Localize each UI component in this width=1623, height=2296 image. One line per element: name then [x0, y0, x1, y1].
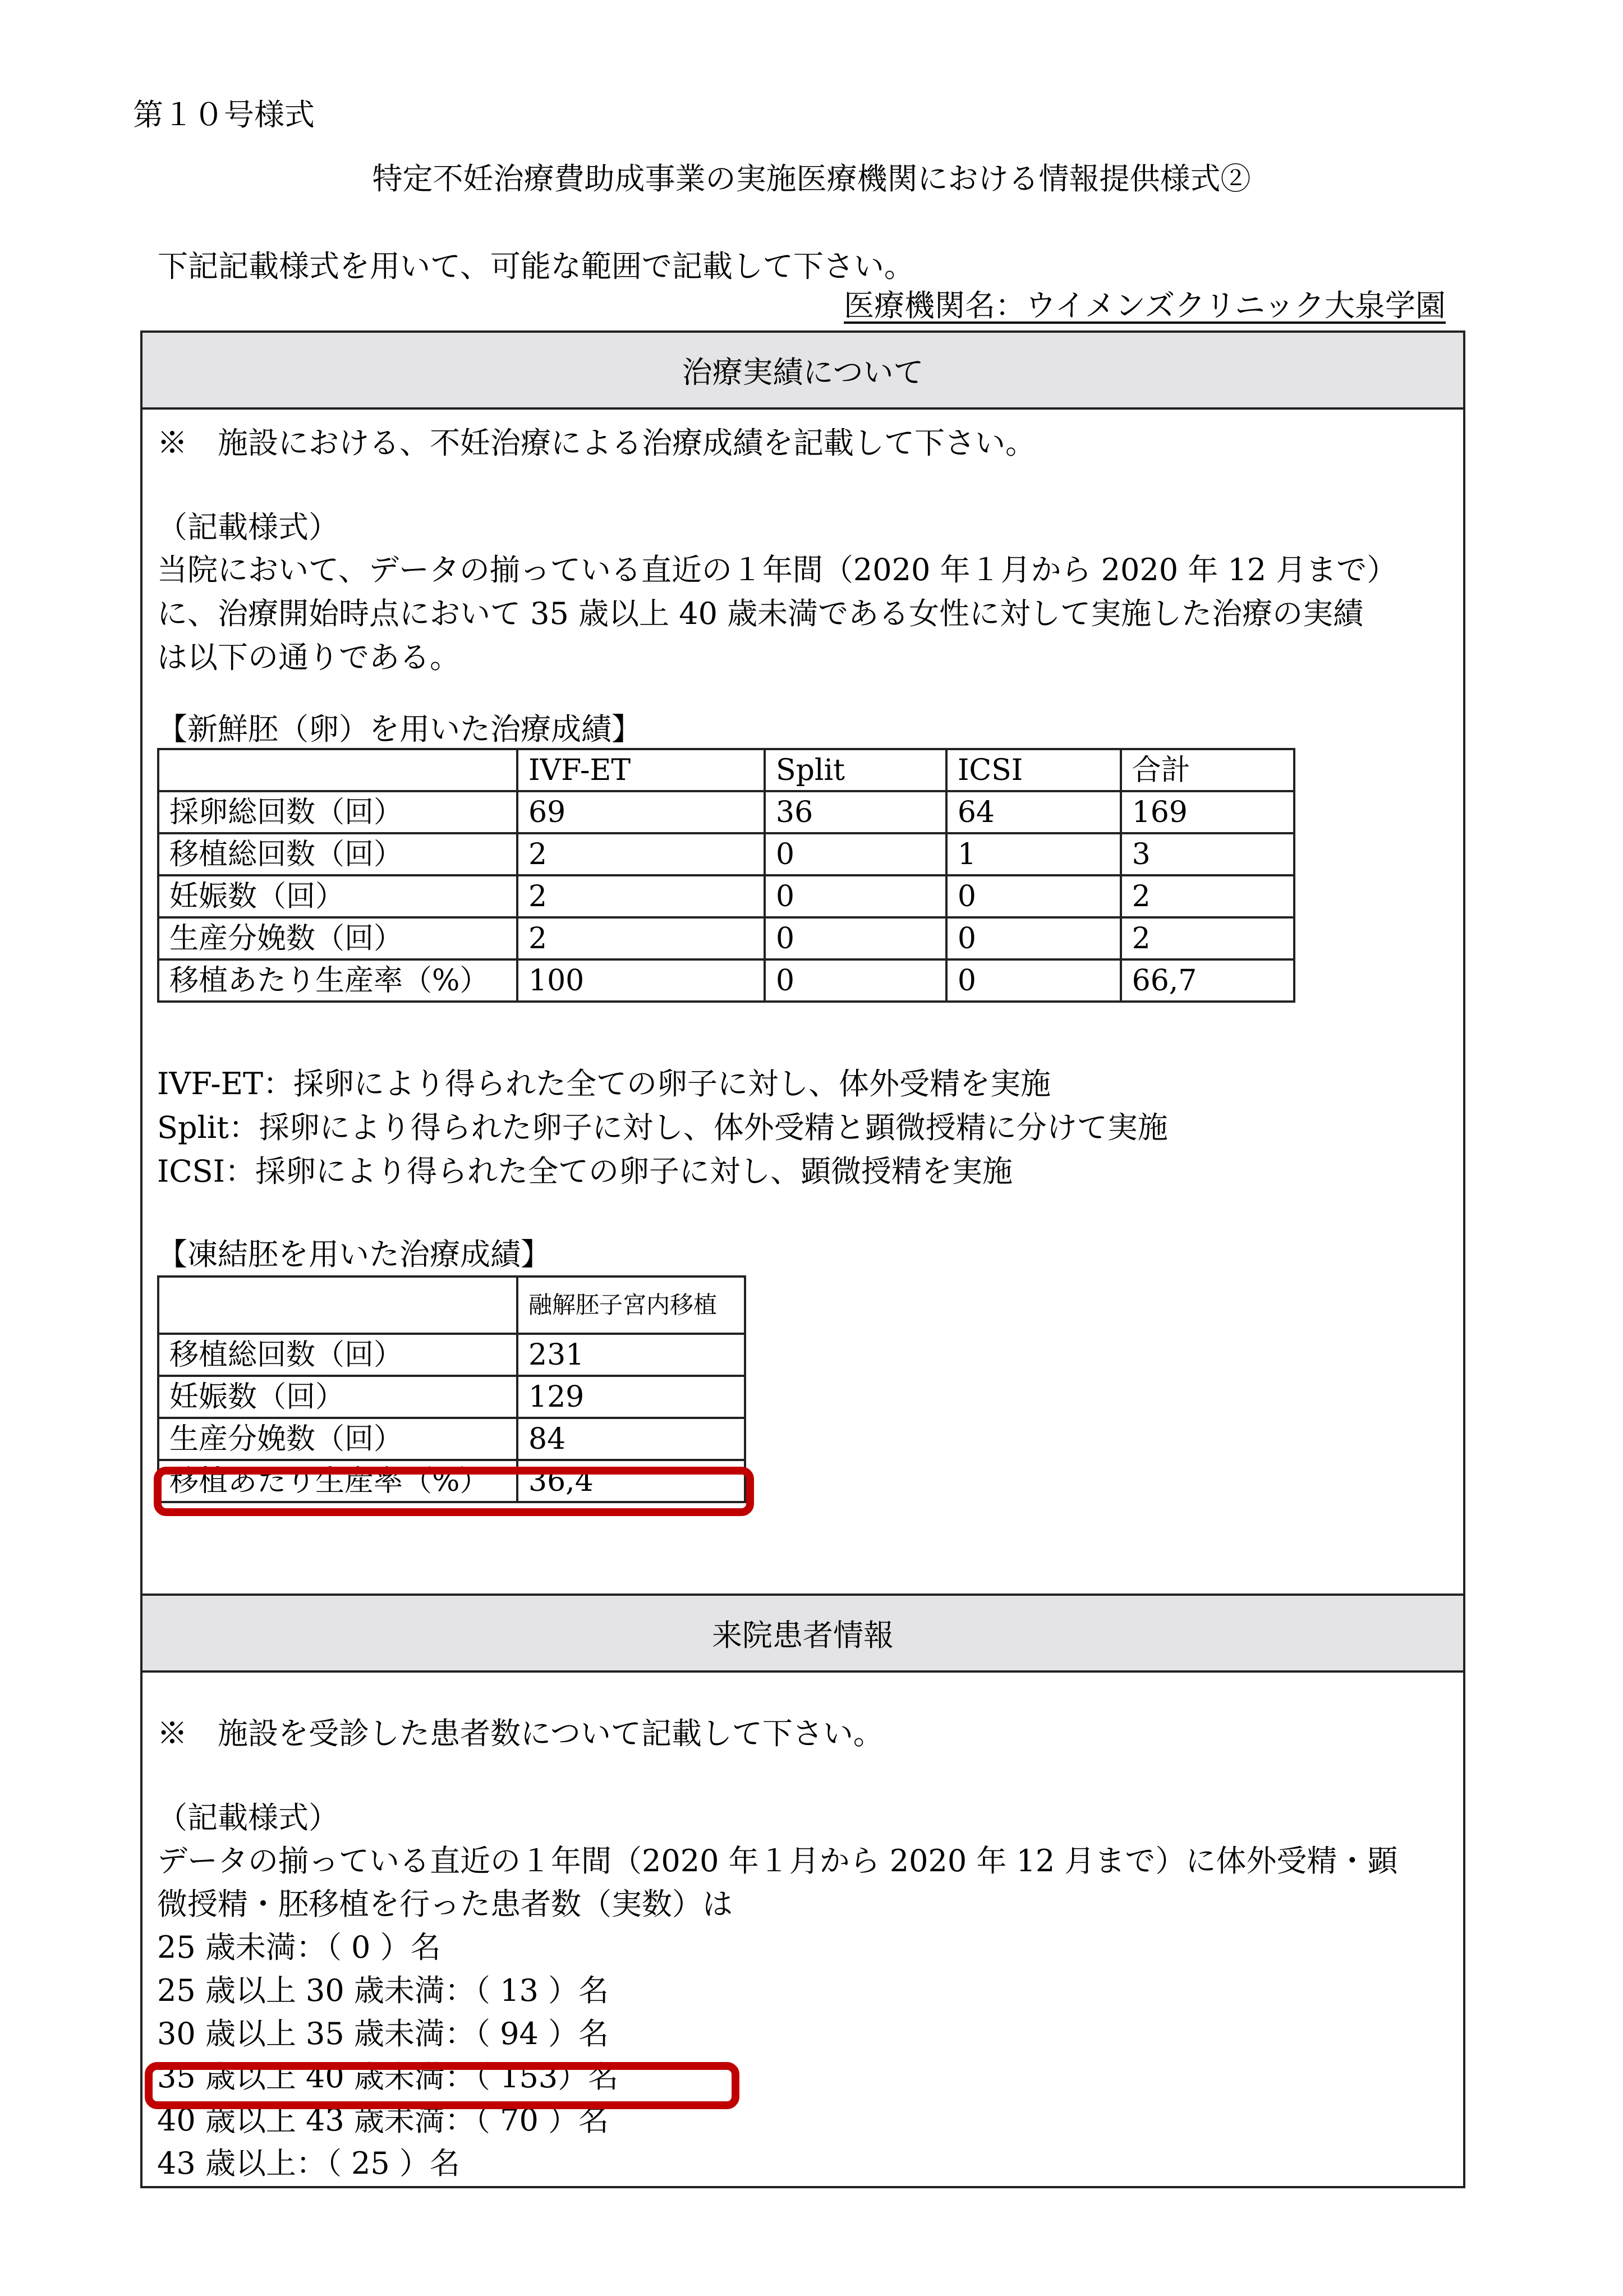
- row-label: 移植あたり生産率（%）: [158, 1460, 517, 1502]
- table-cell: 36: [765, 791, 946, 833]
- section1-body-line: 当院において、データの揃っている直近の１年間（2020 年１月から 2020 年 12 月まで）: [157, 552, 1397, 587]
- table-cell: [158, 749, 517, 791]
- section1-body-line: に、治療開始時点において 35 歳以上 40 歳未満である女性に対して実施した治療の実績: [157, 596, 1364, 631]
- table-header-row: [158, 1276, 745, 1334]
- highlight-box-live-birth-rate: [154, 1467, 754, 1516]
- table-row: [158, 875, 1294, 917]
- table-row: [158, 1376, 745, 1418]
- table-cell: 84: [517, 1418, 745, 1460]
- table-cell: 36,4: [517, 1460, 745, 1502]
- instruction-text: 下記記載様式を用いて、可能な範囲で記載して下さい。: [158, 249, 914, 284]
- row-label: 移植総回数（回）: [158, 1334, 517, 1376]
- table-cell: 1: [946, 833, 1121, 875]
- table-cell: 100: [517, 959, 765, 1002]
- form-number: 第１０号様式: [133, 97, 315, 132]
- table-cell: 2: [517, 833, 765, 875]
- section2-format-label: （記載様式）: [157, 1800, 339, 1835]
- table-cell: 3: [1121, 833, 1294, 875]
- table-header-row: [158, 749, 1294, 791]
- section2-body-line: データの揃っている直近の１年間（2020 年１月から 2020 年 12 月まで）に体外受精・顕: [157, 1843, 1398, 1879]
- section2-body-line: 微授精・胚移植を行った患者数（実数）は: [157, 1886, 733, 1922]
- definition-icsi: ICSI：採卵により得られた全ての卵子に対し、顕微授精を実施: [157, 1154, 1013, 1189]
- age-group-line: 30 歳以上 35 歳未満：（ 94 ）名: [157, 2016, 609, 2051]
- table-row: [158, 959, 1294, 1002]
- row-label: 妊娠数（回）: [158, 875, 517, 917]
- section-header-patient-info: 来院患者情報: [142, 1594, 1463, 1673]
- definition-split: Split：採卵により得られた卵子に対し、体外受精と顕微授精に分けて実施: [157, 1110, 1168, 1145]
- table-cell: 2: [1121, 875, 1294, 917]
- table-cell: 2: [517, 917, 765, 959]
- row-label: 移植総回数（回）: [158, 833, 517, 875]
- form-box: [140, 330, 1465, 2188]
- row-label: 移植あたり生産率（%）: [158, 959, 517, 1002]
- table-cell: 0: [946, 917, 1121, 959]
- table-cell: 231: [517, 1334, 745, 1376]
- table-cell: 0: [765, 875, 946, 917]
- row-label: 生産分娩数（回）: [158, 917, 517, 959]
- section-header-treatment-results: 治療実績について: [142, 333, 1463, 410]
- table-header-split: Split: [765, 749, 946, 791]
- table-cell: 66,7: [1121, 959, 1294, 1002]
- table-cell: 69: [517, 791, 765, 833]
- section1-note: ※ 施設における、不妊治療による治療成績を記載して下さい。: [157, 425, 1036, 461]
- fresh-table-heading: 【新鮮胚（卵）を用いた治療成績】: [157, 711, 642, 747]
- table-cell: 2: [1121, 917, 1294, 959]
- table-row: [158, 833, 1294, 875]
- table-cell: 0: [765, 917, 946, 959]
- table-row: [158, 791, 1294, 833]
- definition-ivf-et: IVF-ET：採卵により得られた全ての卵子に対し、体外受精を実施: [157, 1066, 1051, 1101]
- row-label: 妊娠数（回）: [158, 1376, 517, 1418]
- table-cell: 2: [517, 875, 765, 917]
- age-group-line: 35 歳以上 40 歳未満：（ 153）名: [157, 2059, 619, 2095]
- frozen-table-heading: 【凍結胚を用いた治療成績】: [157, 1237, 551, 1272]
- age-group-line: 40 歳以上 43 歳未満：（ 70 ）名: [157, 2102, 609, 2138]
- section2-note: ※ 施設を受診した患者数について記載して下さい。: [157, 1716, 884, 1751]
- table-cell: 169: [1121, 791, 1294, 833]
- table-header-total: 合計: [1121, 749, 1294, 791]
- table-cell: 0: [765, 959, 946, 1002]
- table-header-ivf-et: IVF-ET: [517, 749, 765, 791]
- age-group-line: 43 歳以上：（ 25 ）名: [157, 2146, 460, 2181]
- table-cell: 129: [517, 1376, 745, 1418]
- fresh-embryo-table: [157, 748, 1295, 1003]
- row-label: 生産分娩数（回）: [158, 1418, 517, 1460]
- age-group-line: 25 歳以上 30 歳未満：（ 13 ）名: [157, 1973, 609, 2008]
- table-header-icsi: ICSI: [946, 749, 1121, 791]
- table-row: [158, 917, 1294, 959]
- section1-format-label: （記載様式）: [157, 509, 339, 545]
- institution-name: 医療機関名：ウイメンズクリニック大泉学園: [844, 288, 1446, 323]
- table-cell: 0: [946, 959, 1121, 1002]
- table-row: [158, 1334, 745, 1376]
- row-label: 採卵総回数（回）: [158, 791, 517, 833]
- document-title: 特定不妊治療費助成事業の実施医療機関における情報提供様式②: [372, 161, 1251, 196]
- table-header-thawed-transfer: 融解胚子宮内移植: [517, 1276, 745, 1334]
- table-cell: [158, 1276, 517, 1334]
- table-cell: 64: [946, 791, 1121, 833]
- table-row: [158, 1418, 745, 1460]
- age-group-line: 25 歳未満：（ 0 ）名: [157, 1930, 441, 1965]
- table-cell: 0: [946, 875, 1121, 917]
- table-cell: 0: [765, 833, 946, 875]
- section1-body-line: は以下の通りである。: [157, 640, 460, 675]
- highlight-box-age-35-40: [145, 2059, 739, 2109]
